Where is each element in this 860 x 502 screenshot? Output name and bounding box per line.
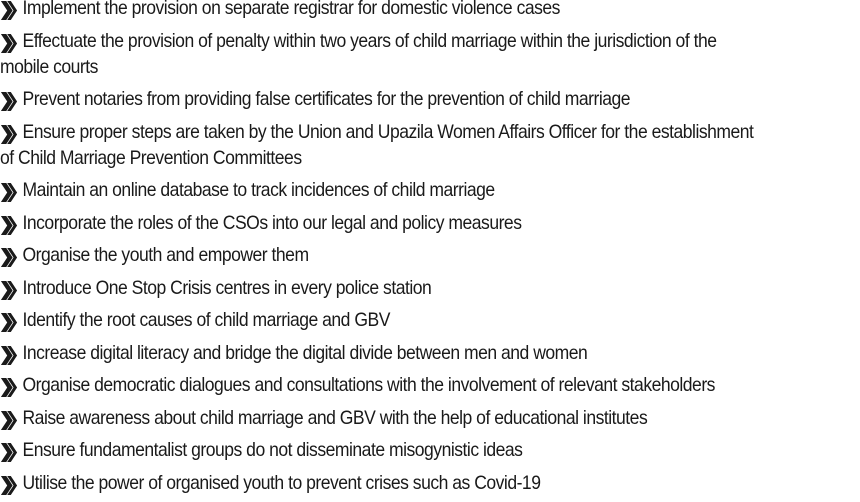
list-item [0,177,774,203]
double-chevron-right-icon [0,346,20,365]
double-chevron-right-icon [0,476,20,495]
list-item [0,0,774,21]
list-item-text: Raise awareness about child marriage and GBV with the help of educational institutes [22,406,648,429]
double-chevron-right-icon [0,248,20,267]
double-chevron-right-icon [0,313,20,332]
list-item [0,470,774,496]
list-item [0,405,774,431]
double-chevron-right-icon [0,443,20,462]
list-item [0,86,774,112]
list-item-text: Maintain an online database to track incidences of child marriage [22,179,495,201]
list-item [0,28,774,80]
list-item-text-continued: of Child Marriage Prevention Committees [0,146,302,169]
list-item-text: Identify the root causes of child marriage and GBV [22,309,390,331]
list-item [0,119,774,171]
list-item [0,307,774,333]
list-item-text: Organise democratic dialogues and consultations with the involvement of relevant stakeholders [22,374,715,396]
double-chevron-right-icon [0,281,20,300]
list-item-text: Ensure proper steps are taken by the Union and Upazila Women Affairs Officer for the establishment [22,120,754,143]
list-item-text: Organise the youth and empower them [22,244,309,266]
double-chevron-right-icon [0,183,20,202]
double-chevron-right-icon [0,216,20,235]
list-item [0,437,774,463]
list-item [0,275,774,301]
list-item [0,372,774,398]
list-item [0,210,774,236]
list-item-text: Implement the provision on separate registrar for domestic violence cases [22,0,560,19]
double-chevron-right-icon [0,125,20,144]
list-item-text: Ensure fundamentalist groups do not disseminate misogynistic ideas [22,439,523,461]
list-item-text: Effectuate the provision of penalty within two years of child marriage within the jurisdiction of the [22,29,717,52]
list-item-text: Incorporate the roles of the CSOs into our legal and policy measures [22,211,522,234]
double-chevron-right-icon [0,1,20,20]
list-item-text: Utilise the power of organised youth to prevent crises such as Covid-19 [22,471,541,494]
list-item [0,340,774,366]
list-item-text: Prevent notaries from providing false certificates for the prevention of child marriage [22,88,631,110]
double-chevron-right-icon [0,411,20,430]
list-item-text: Increase digital literacy and bridge the digital divide between men and women [22,341,588,364]
list-item-text: Introduce One Stop Crisis centres in every police station [22,276,432,299]
double-chevron-right-icon [0,34,20,53]
double-chevron-right-icon [0,92,20,111]
list-item-text-continued: mobile courts [0,55,98,78]
list-item [0,242,774,268]
double-chevron-right-icon [0,378,20,397]
